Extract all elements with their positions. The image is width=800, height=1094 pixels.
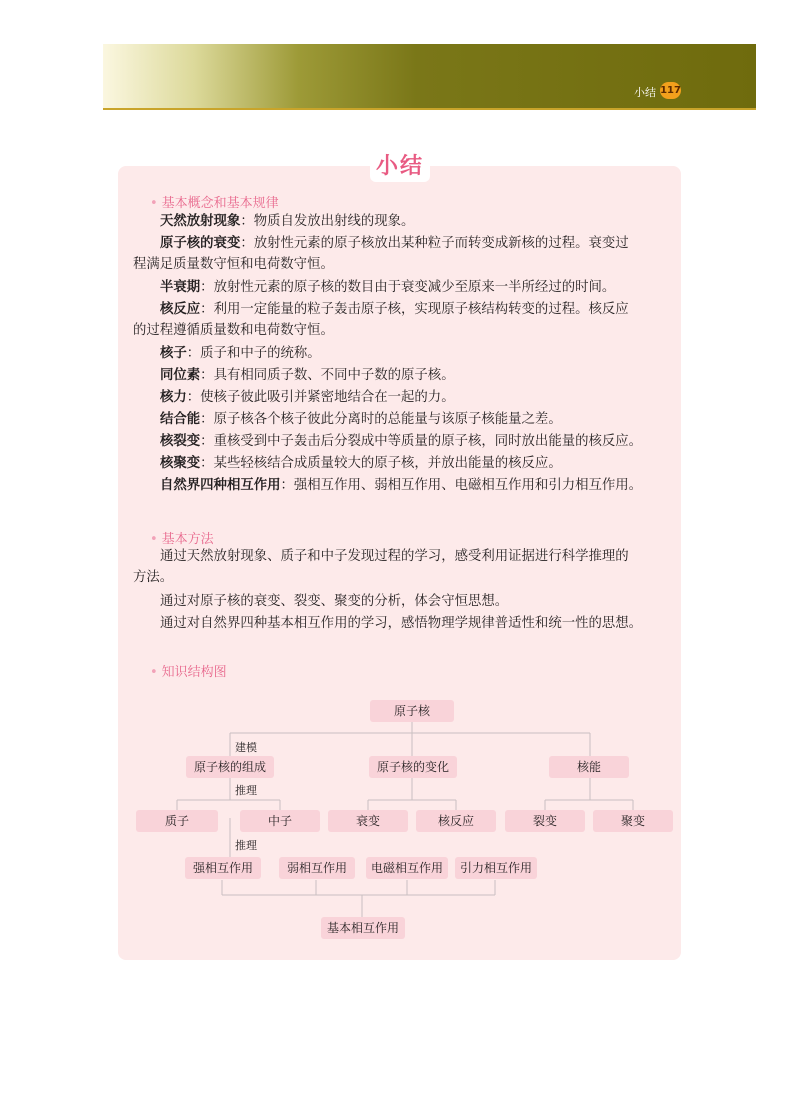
- bullet-dot-icon: •: [150, 665, 158, 680]
- concept-item: 天然放射现象：物质自发放出射线的现象。: [160, 213, 415, 229]
- concept-item: 核子：质子和中子的统称。: [160, 345, 321, 361]
- summary-title-text: 小结: [375, 153, 424, 179]
- header-section-label: 小结: [634, 86, 656, 99]
- concept-item: 核聚变：某些轻核结合成质量较大的原子核，并放出能量的核反应。: [160, 455, 562, 471]
- node-strong-interaction: 强相互作用: [185, 857, 261, 879]
- concept-item: 结合能：原子核各个核子彼此分离时的总能量与该原子核能量之差。: [160, 411, 562, 427]
- bullet-dot-icon: •: [150, 532, 158, 547]
- concept-item: 核反应：利用一定能量的粒子轰击原子核，实现原子核结构转变的过程。核反应 的过程遵循质量数和电荷数守恒。: [133, 301, 629, 339]
- section-heading-structure: • 知识结构图: [150, 665, 227, 680]
- node-nucleus-change: 原子核的变化: [369, 756, 457, 778]
- label-reasoning: 推理: [235, 839, 257, 852]
- concept-item: 原子核的衰变：放射性元素的原子核放出某种粒子而转变成新核的过程。衰变过 程满足质量数守恒和电荷数守恒。: [133, 235, 629, 273]
- section-heading-methods: • 基本方法: [150, 532, 214, 547]
- method-paragraph: 通过天然放射现象、质子和中子发现过程的学习，感受利用证据进行科学推理的 方法。: [133, 549, 629, 586]
- bullet-dot-icon: •: [150, 196, 158, 211]
- concept-item: 自然界四种相互作用：强相互作用、弱相互作用、电磁相互作用和引力相互作用。: [160, 477, 643, 493]
- node-fusion: 聚变: [593, 810, 673, 832]
- node-nuclear-energy: 核能: [549, 756, 629, 778]
- node-nucleus-composition: 原子核的组成: [186, 756, 274, 778]
- method-paragraph: 通过对自然界四种基本相互作用的学习，感悟物理学规律普适性和统一性的思想。: [160, 616, 643, 631]
- concept-item: 同位素：具有相同质子数、不同中子数的原子核。: [160, 367, 455, 383]
- section-heading-concepts: • 基本概念和基本规律: [150, 196, 279, 211]
- concept-item: 核力：使核子彼此吸引并紧密地结合在一起的力。: [160, 389, 455, 405]
- node-fission: 裂变: [505, 810, 585, 832]
- page-number-badge: 117: [660, 82, 681, 99]
- node-proton: 质子: [136, 810, 218, 832]
- node-nuclear-reaction: 核反应: [416, 810, 496, 832]
- node-gravitational-interaction: 引力相互作用: [455, 857, 537, 879]
- method-paragraph: 通过对原子核的衰变、裂变、聚变的分析，体会守恒思想。: [160, 594, 509, 609]
- node-atomic-nucleus: 原子核: [370, 700, 454, 722]
- label-reasoning: 推理: [235, 784, 257, 797]
- node-fundamental-interactions: 基本相互作用: [321, 917, 405, 939]
- node-em-interaction: 电磁相互作用: [366, 857, 448, 879]
- node-neutron: 中子: [240, 810, 320, 832]
- concept-item: 半衰期：放射性元素的原子核的数目由于衰变减少至原来一半所经过的时间。: [160, 279, 616, 295]
- concept-item: 核裂变：重核受到中子轰击后分裂成中等质量的原子核，同时放出能量的核反应。: [160, 433, 643, 449]
- node-weak-interaction: 弱相互作用: [279, 857, 355, 879]
- label-modeling: 建模: [235, 741, 257, 754]
- node-decay: 衰变: [328, 810, 408, 832]
